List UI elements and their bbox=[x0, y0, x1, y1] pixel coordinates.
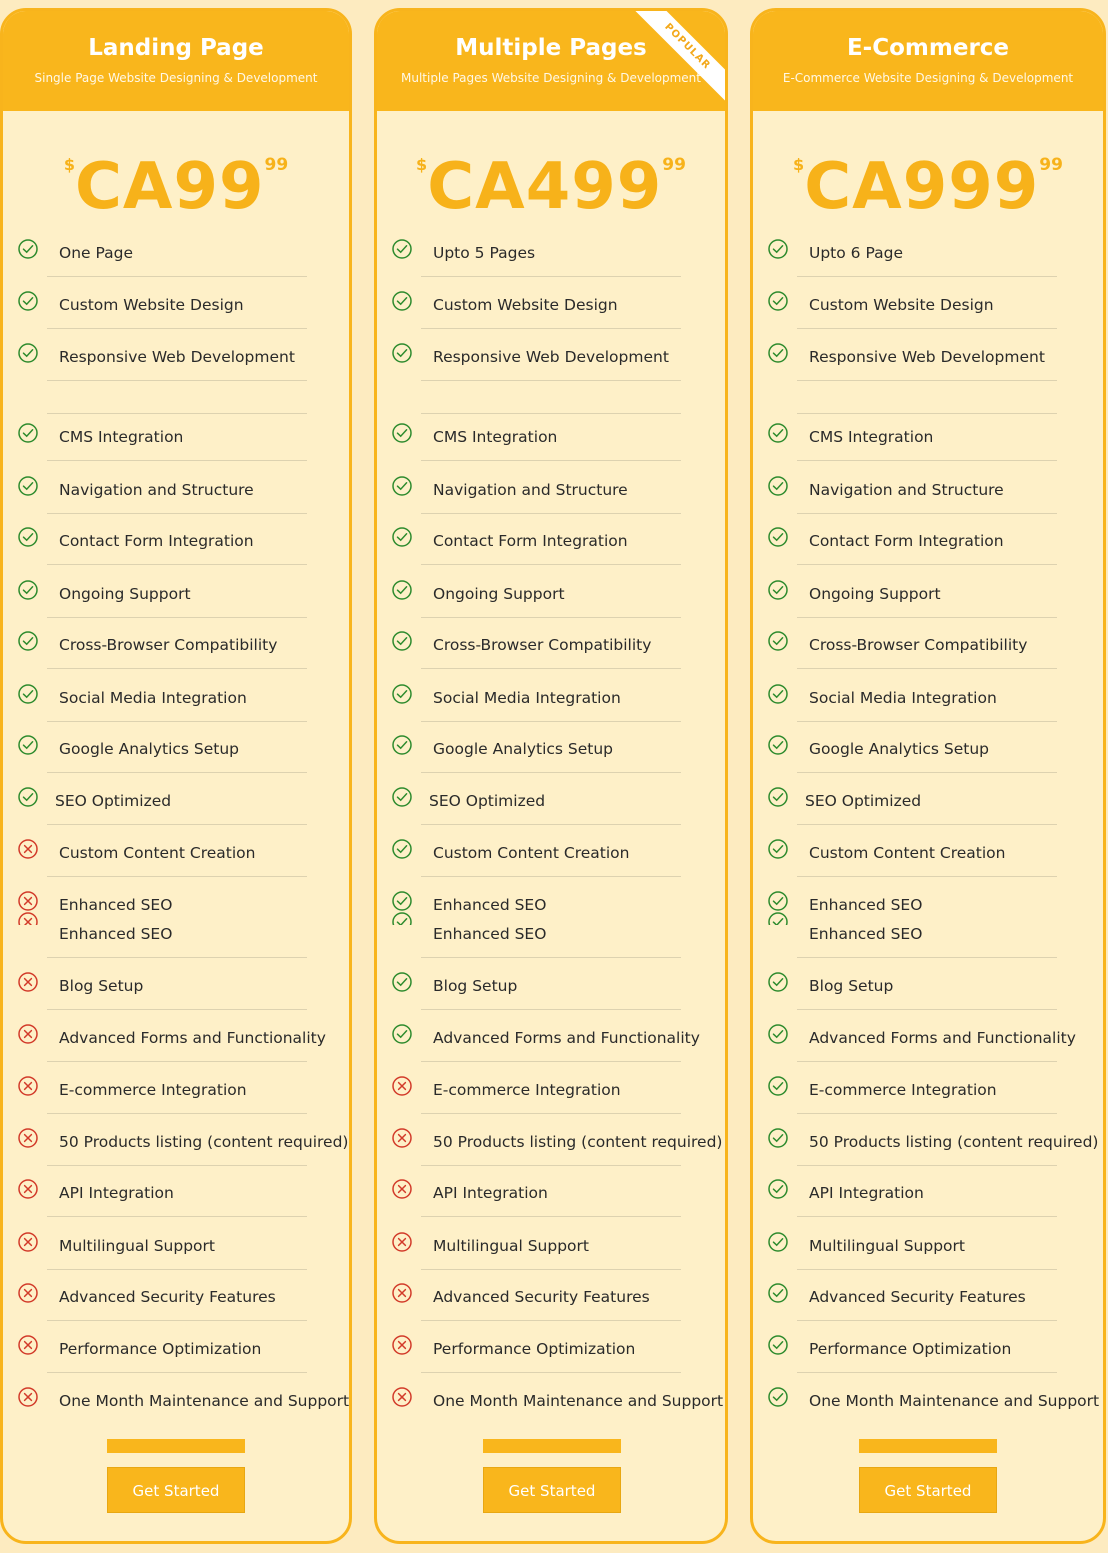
feature-label: Performance Optimization bbox=[809, 1340, 1012, 1358]
x-circle-icon bbox=[17, 1178, 39, 1200]
price-cents: 99 bbox=[264, 155, 289, 175]
feature-label: Custom Website Design bbox=[433, 296, 618, 314]
x-circle-icon bbox=[17, 890, 39, 912]
row-divider bbox=[797, 564, 1057, 565]
check-circle-icon bbox=[17, 683, 39, 705]
check-circle-icon bbox=[767, 1386, 789, 1408]
row-divider bbox=[797, 1269, 1057, 1270]
row-divider bbox=[797, 513, 1057, 514]
check-circle-icon bbox=[767, 1023, 789, 1045]
x-circle-icon bbox=[17, 838, 39, 860]
row-divider bbox=[421, 824, 681, 825]
row-divider bbox=[797, 1320, 1057, 1321]
check-circle-icon bbox=[767, 526, 789, 548]
plan-title: Multiple Pages bbox=[455, 35, 647, 61]
feature-label: Social Media Integration bbox=[433, 689, 621, 707]
feature-label: Google Analytics Setup bbox=[433, 740, 614, 758]
feature-label: One Page bbox=[59, 244, 134, 262]
x-circle-icon bbox=[17, 971, 39, 993]
plan-title: E-Commerce bbox=[846, 35, 1010, 61]
row-divider bbox=[47, 1009, 307, 1010]
feature-label: Contact Form Integration bbox=[809, 532, 1004, 550]
row-divider bbox=[797, 380, 1057, 381]
row-divider bbox=[47, 1320, 307, 1321]
feature-label: CMS Integration bbox=[433, 428, 558, 446]
check-circle-icon bbox=[17, 526, 39, 548]
feature-label: Responsive Web Development bbox=[433, 348, 669, 366]
check-circle-icon bbox=[391, 526, 413, 548]
row-divider bbox=[421, 957, 681, 958]
check-circle-icon bbox=[767, 1231, 789, 1253]
check-circle-icon bbox=[391, 630, 413, 652]
row-divider bbox=[47, 1372, 307, 1373]
row-divider bbox=[47, 721, 307, 722]
row-divider bbox=[47, 824, 307, 825]
row-divider bbox=[421, 380, 681, 381]
check-circle-icon bbox=[767, 1334, 789, 1356]
row-divider bbox=[47, 328, 307, 329]
feature-label: Enhanced SEO bbox=[809, 896, 923, 914]
feature-label: Advanced Security Features bbox=[59, 1288, 276, 1306]
row-divider bbox=[47, 1113, 307, 1114]
row-divider bbox=[47, 380, 307, 381]
price-currency: $ bbox=[793, 155, 805, 174]
feature-label: Performance Optimization bbox=[59, 1340, 262, 1358]
row-divider bbox=[47, 413, 307, 414]
row-divider bbox=[797, 460, 1057, 461]
row-divider bbox=[47, 1061, 307, 1062]
feature-label: Multilingual Support bbox=[433, 1237, 589, 1255]
feature-label: Contact Form Integration bbox=[433, 532, 628, 550]
plan-price bbox=[377, 151, 725, 223]
feature-label: 50 Products listing (content required) bbox=[59, 1133, 349, 1151]
feature-label: Custom Content Creation bbox=[59, 844, 256, 862]
row-divider bbox=[797, 276, 1057, 277]
check-circle-icon bbox=[767, 238, 789, 260]
button-top-bar bbox=[483, 1439, 621, 1453]
check-circle-icon bbox=[391, 890, 413, 912]
row-divider bbox=[797, 876, 1057, 877]
row-divider bbox=[421, 564, 681, 565]
feature-label: Multilingual Support bbox=[59, 1237, 215, 1255]
x-circle-icon bbox=[17, 1231, 39, 1253]
check-circle-icon bbox=[17, 290, 39, 312]
row-divider bbox=[421, 876, 681, 877]
feature-label: Advanced Forms and Functionality bbox=[433, 1029, 700, 1047]
row-divider bbox=[797, 1372, 1057, 1373]
row-divider bbox=[421, 1009, 681, 1010]
feature-label: Enhanced SEO bbox=[809, 925, 923, 943]
feature-label: Navigation and Structure bbox=[433, 481, 628, 499]
row-divider bbox=[797, 328, 1057, 329]
row-divider bbox=[797, 824, 1057, 825]
check-circle-icon bbox=[767, 786, 789, 808]
feature-label: 50 Products listing (content required) bbox=[433, 1133, 723, 1151]
feature-label: Cross-Browser Compatibility bbox=[809, 636, 1028, 654]
row-divider bbox=[421, 1269, 681, 1270]
price-amount: CA99 bbox=[74, 150, 265, 224]
check-circle-icon bbox=[767, 475, 789, 497]
feature-label: Contact Form Integration bbox=[59, 532, 254, 550]
feature-label: CMS Integration bbox=[809, 428, 934, 446]
row-divider bbox=[47, 617, 307, 618]
row-divider bbox=[421, 328, 681, 329]
feature-label: Custom Website Design bbox=[59, 296, 244, 314]
check-circle-icon bbox=[767, 1127, 789, 1149]
feature-label: E-commerce Integration bbox=[59, 1081, 247, 1099]
row-divider bbox=[797, 1061, 1057, 1062]
feature-label: API Integration bbox=[809, 1184, 924, 1202]
check-circle-icon bbox=[17, 422, 39, 444]
check-circle-icon bbox=[391, 838, 413, 860]
x-circle-icon bbox=[17, 1386, 39, 1408]
row-divider bbox=[421, 617, 681, 618]
x-circle-icon bbox=[391, 1127, 413, 1149]
row-divider bbox=[421, 460, 681, 461]
feature-label: Ongoing Support bbox=[809, 585, 941, 603]
check-circle-icon bbox=[767, 1282, 789, 1304]
row-divider bbox=[797, 957, 1057, 958]
get-started-button[interactable]: Get Started bbox=[107, 1467, 245, 1513]
row-divider bbox=[47, 1269, 307, 1270]
check-circle-icon bbox=[391, 971, 413, 993]
feature-label: Custom Content Creation bbox=[433, 844, 630, 862]
x-circle-icon bbox=[391, 1334, 413, 1356]
get-started-button[interactable]: Get Started bbox=[859, 1467, 997, 1513]
feature-label: Cross-Browser Compatibility bbox=[59, 636, 278, 654]
feature-label: Social Media Integration bbox=[809, 689, 997, 707]
popular-ribbon bbox=[628, 8, 728, 108]
plan-card-e-commerce bbox=[750, 8, 1106, 1544]
check-circle-icon bbox=[391, 422, 413, 444]
row-divider bbox=[47, 876, 307, 877]
feature-label: E-commerce Integration bbox=[809, 1081, 997, 1099]
check-circle-icon bbox=[17, 734, 39, 756]
feature-label: API Integration bbox=[433, 1184, 548, 1202]
feature-label: Advanced Security Features bbox=[809, 1288, 1026, 1306]
feature-label: Upto 5 Pages bbox=[433, 244, 536, 262]
feature-label: Custom Content Creation bbox=[809, 844, 1006, 862]
feature-label: Cross-Browser Compatibility bbox=[433, 636, 652, 654]
feature-label: SEO Optimized bbox=[805, 792, 922, 810]
row-divider bbox=[47, 772, 307, 773]
row-divider bbox=[47, 957, 307, 958]
row-divider bbox=[421, 276, 681, 277]
check-circle-icon bbox=[391, 683, 413, 705]
feature-label: Blog Setup bbox=[433, 977, 518, 995]
x-circle-icon bbox=[17, 1023, 39, 1045]
row-divider bbox=[421, 1320, 681, 1321]
get-started-button[interactable]: Get Started bbox=[483, 1467, 621, 1513]
plan-subtitle: E-Commerce Website Designing & Development bbox=[782, 71, 1074, 85]
popular-ribbon-label: POPULAR bbox=[628, 8, 728, 108]
row-divider bbox=[47, 276, 307, 277]
feature-label: SEO Optimized bbox=[429, 792, 546, 810]
row-divider bbox=[797, 772, 1057, 773]
feature-label: Enhanced SEO bbox=[433, 896, 547, 914]
feature-label: Multilingual Support bbox=[809, 1237, 965, 1255]
feature-label: Enhanced SEO bbox=[433, 925, 547, 943]
feature-label: Advanced Forms and Functionality bbox=[809, 1029, 1076, 1047]
button-top-bar bbox=[107, 1439, 245, 1453]
row-divider bbox=[797, 1165, 1057, 1166]
feature-label: Blog Setup bbox=[59, 977, 144, 995]
row-divider bbox=[421, 721, 681, 722]
price-currency: $ bbox=[416, 155, 428, 174]
x-circle-icon bbox=[391, 1178, 413, 1200]
feature-label: Navigation and Structure bbox=[809, 481, 1004, 499]
row-divider bbox=[421, 1216, 681, 1217]
plan-header bbox=[753, 11, 1103, 111]
check-circle-icon bbox=[767, 422, 789, 444]
price-cents: 99 bbox=[1039, 155, 1063, 175]
check-circle-icon bbox=[767, 630, 789, 652]
feature-label: Google Analytics Setup bbox=[59, 740, 240, 758]
feature-label: 50 Products listing (content required) bbox=[809, 1133, 1099, 1151]
check-circle-icon bbox=[767, 1075, 789, 1097]
row-divider bbox=[797, 1113, 1057, 1114]
check-circle-icon bbox=[767, 683, 789, 705]
price-amount: CA999 bbox=[804, 150, 1040, 224]
feature-label: Performance Optimization bbox=[433, 1340, 636, 1358]
x-circle-icon bbox=[391, 1075, 413, 1097]
plan-subtitle: Single Page Website Designing & Development bbox=[34, 71, 318, 85]
feature-label: Blog Setup bbox=[809, 977, 894, 995]
row-divider bbox=[797, 668, 1057, 669]
x-circle-icon bbox=[17, 1075, 39, 1097]
row-divider bbox=[797, 721, 1057, 722]
feature-label: Ongoing Support bbox=[59, 585, 191, 603]
row-divider bbox=[421, 1061, 681, 1062]
price-cents: 99 bbox=[662, 155, 686, 175]
row-divider bbox=[47, 1165, 307, 1166]
x-circle-icon bbox=[391, 1282, 413, 1304]
plan-price bbox=[753, 151, 1103, 223]
feature-label: Enhanced SEO bbox=[59, 896, 173, 914]
row-divider bbox=[421, 1113, 681, 1114]
plan-price bbox=[3, 151, 349, 223]
plan-card-multiple-pages bbox=[374, 8, 728, 1544]
x-circle-icon bbox=[17, 911, 39, 925]
check-circle-icon bbox=[767, 734, 789, 756]
feature-label: Responsive Web Development bbox=[809, 348, 1045, 366]
check-circle-icon bbox=[17, 475, 39, 497]
button-top-bar bbox=[859, 1439, 997, 1453]
row-divider bbox=[797, 413, 1057, 414]
feature-label: Custom Website Design bbox=[809, 296, 994, 314]
check-circle-icon bbox=[391, 786, 413, 808]
clipped-row bbox=[17, 403, 217, 411]
clipped-row bbox=[767, 403, 967, 411]
check-circle-icon bbox=[767, 579, 789, 601]
check-circle-icon bbox=[767, 971, 789, 993]
check-circle-icon bbox=[767, 1178, 789, 1200]
row-divider bbox=[47, 460, 307, 461]
plan-card-landing-page bbox=[0, 8, 352, 1544]
feature-label: Upto 6 Page bbox=[809, 244, 903, 262]
price-currency: $ bbox=[63, 155, 75, 174]
clipped-row bbox=[391, 403, 591, 411]
x-circle-icon bbox=[17, 1282, 39, 1304]
plan-header bbox=[3, 11, 349, 111]
check-circle-icon bbox=[391, 342, 413, 364]
plan-title: Landing Page bbox=[88, 35, 264, 61]
row-divider bbox=[47, 1216, 307, 1217]
feature-label: Responsive Web Development bbox=[59, 348, 295, 366]
check-circle-icon bbox=[391, 475, 413, 497]
feature-label: Advanced Forms and Functionality bbox=[59, 1029, 326, 1047]
row-divider bbox=[421, 668, 681, 669]
row-divider bbox=[797, 1216, 1057, 1217]
check-circle-icon bbox=[767, 890, 789, 912]
check-circle-icon bbox=[17, 579, 39, 601]
row-divider bbox=[421, 1165, 681, 1166]
check-circle-icon bbox=[17, 786, 39, 808]
check-circle-icon bbox=[767, 838, 789, 860]
row-divider bbox=[421, 772, 681, 773]
check-circle-icon bbox=[391, 734, 413, 756]
row-divider bbox=[421, 1372, 681, 1373]
check-circle-icon bbox=[767, 290, 789, 312]
check-circle-icon bbox=[391, 579, 413, 601]
check-circle-icon bbox=[17, 630, 39, 652]
check-circle-icon bbox=[767, 342, 789, 364]
feature-label: Ongoing Support bbox=[433, 585, 565, 603]
x-circle-icon bbox=[17, 1127, 39, 1149]
feature-label: SEO Optimized bbox=[55, 792, 172, 810]
x-circle-icon bbox=[391, 1386, 413, 1408]
feature-label: Google Analytics Setup bbox=[809, 740, 990, 758]
feature-label: One Month Maintenance and Support bbox=[433, 1392, 724, 1410]
feature-label: API Integration bbox=[59, 1184, 174, 1202]
row-divider bbox=[797, 617, 1057, 618]
row-divider bbox=[47, 513, 307, 514]
check-circle-icon bbox=[17, 342, 39, 364]
row-divider bbox=[47, 668, 307, 669]
feature-label: Social Media Integration bbox=[59, 689, 247, 707]
check-circle-icon bbox=[391, 1023, 413, 1045]
x-circle-icon bbox=[17, 1334, 39, 1356]
feature-label: Advanced Security Features bbox=[433, 1288, 650, 1306]
check-circle-icon bbox=[17, 238, 39, 260]
feature-label: Enhanced SEO bbox=[59, 925, 173, 943]
plan-subtitle: Multiple Pages Website Designing & Development bbox=[400, 71, 701, 85]
feature-label: CMS Integration bbox=[59, 428, 184, 446]
row-divider bbox=[421, 413, 681, 414]
feature-label: One Month Maintenance and Support bbox=[809, 1392, 1100, 1410]
check-circle-icon bbox=[767, 911, 789, 925]
x-circle-icon bbox=[391, 1231, 413, 1253]
feature-label: One Month Maintenance and Support bbox=[59, 1392, 350, 1410]
row-divider bbox=[47, 564, 307, 565]
feature-label: E-commerce Integration bbox=[433, 1081, 621, 1099]
row-divider bbox=[421, 513, 681, 514]
price-amount: CA499 bbox=[427, 150, 663, 224]
feature-label: Navigation and Structure bbox=[59, 481, 254, 499]
check-circle-icon bbox=[391, 238, 413, 260]
check-circle-icon bbox=[391, 911, 413, 925]
check-circle-icon bbox=[391, 290, 413, 312]
row-divider bbox=[797, 1009, 1057, 1010]
